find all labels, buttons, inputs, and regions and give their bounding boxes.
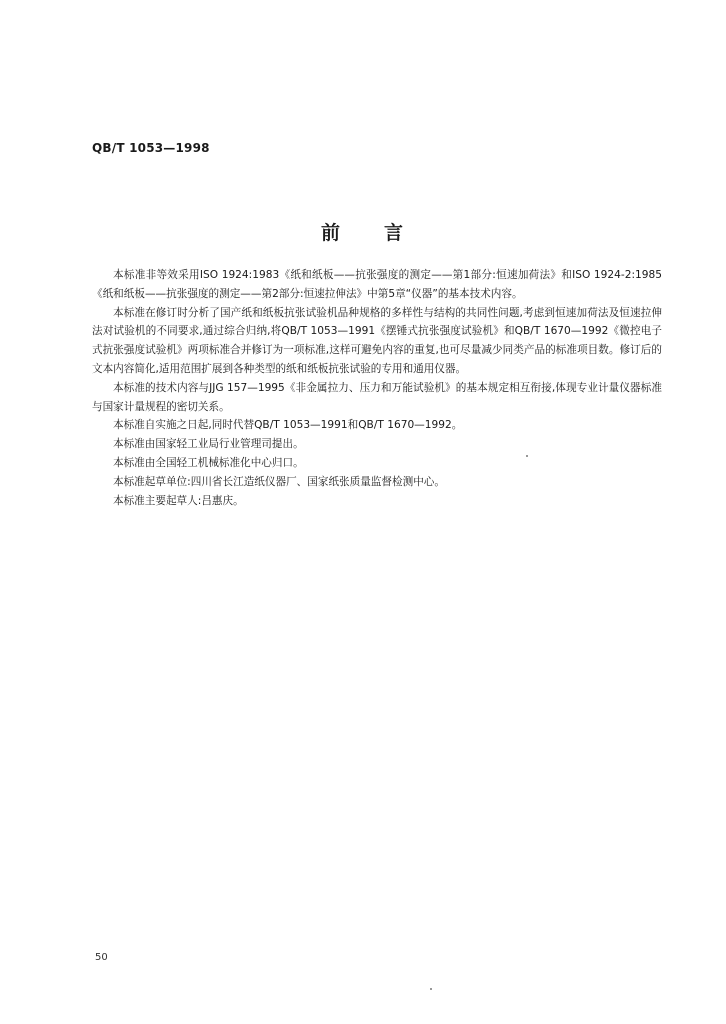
title-char-2: 言 bbox=[384, 222, 406, 244]
paragraph-adoption: 本标准非等效采用ISO 1924:1983《纸和纸板——抗张强度的测定——第1部分:恒速加荷法》和ISO 1924-2:1985《纸和纸板——抗张强度的测定——第2部分:恒速拉伸法》中第5章“仪器”的基本技术内容。 bbox=[92, 269, 662, 300]
title-char-1: 前 bbox=[320, 222, 342, 244]
paragraph-technical-content: 本标准的技术内容与JJG 157—1995《非金属拉力、压力和万能试验机》的基本规定相互衔接,体现专业计量仪器标准与国家计量规程的密切关系。 bbox=[92, 381, 662, 413]
paragraph-proposed-by: 本标准由国家轻工业局行业管理司提出。 bbox=[113, 438, 304, 451]
paragraph-revision: 本标准在修订时分析了国产纸和纸板抗张试验机品种规格的多样性与结构的共同性问题,考虑到恒速加荷法及恒速拉伸法对试验机的不同要求,通过综合归纳,将QB/T 1053—1991《摆锤式抗张强度试验机》和QB/T 1670—1992《微控电子式抗张强度试验机》两项标准合并修订为一项标准,这样可避免内容的重复,也可尽量减少同类产品的标准项目数。修订后的文本内容简化,适用范围扩展到各种类型的纸和纸板抗张试验的专用和通用仪器。 bbox=[92, 306, 662, 375]
paragraph-drafters: 本标准主要起草人:吕惠庆。 bbox=[113, 494, 244, 507]
scan-speck bbox=[526, 455, 528, 457]
section-title-foreword bbox=[0, 218, 726, 245]
paragraph-supersedes: 本标准自实施之日起,同时代替QB/T 1053—1991和QB/T 1670—1992。 bbox=[113, 419, 463, 432]
foreword-body bbox=[92, 266, 662, 510]
standard-code-header: QB/T 1053—1998 bbox=[92, 141, 210, 155]
paragraph-drafting-units: 本标准起草单位:四川省长江造纸仪器厂、国家纸张质量监督检测中心。 bbox=[113, 475, 445, 488]
paragraph-centralized-by: 本标准由全国轻工机械标准化中心归口。 bbox=[113, 456, 304, 469]
scan-speck bbox=[430, 988, 432, 990]
page-number: 50 bbox=[95, 952, 108, 963]
